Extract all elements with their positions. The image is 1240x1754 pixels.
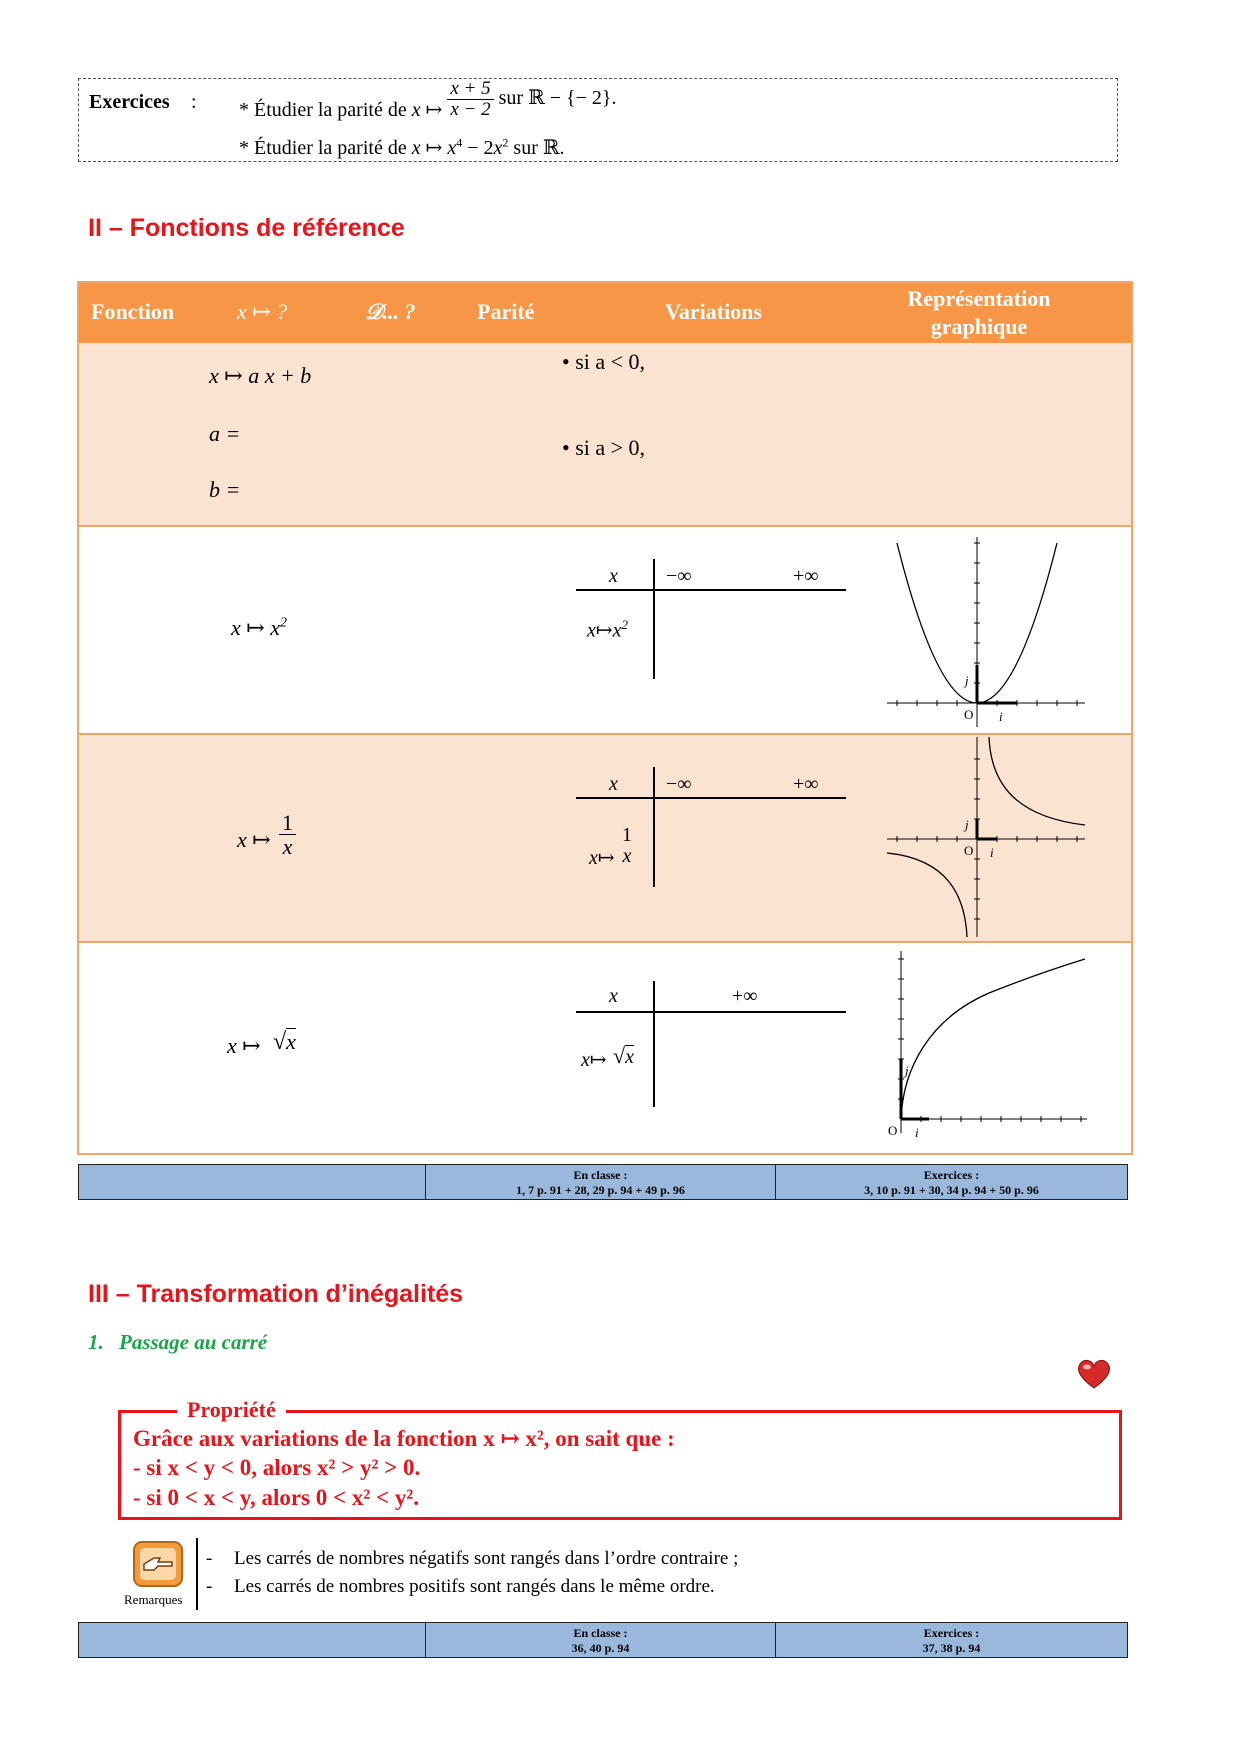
property-label: Propriété <box>177 1397 286 1423</box>
exercise-2-map: x ↦ <box>411 137 443 159</box>
sqrt-curve <box>901 959 1085 1119</box>
exercise-2-exp4: 4 <box>456 135 463 150</box>
sqrt-tv-f: x↦ <box>581 1049 607 1071</box>
sqrt-tv-hline <box>576 1011 846 1013</box>
square-tv-x: x <box>609 565 618 587</box>
exercises-box <box>78 78 1118 162</box>
remarks-label: Remarques <box>124 1592 183 1607</box>
sqrt-tv-radicand: x <box>625 1046 634 1068</box>
sqrt-tv-plus-inf: +∞ <box>732 985 758 1007</box>
j-label: j <box>965 673 969 688</box>
affine-var-neg: • si a < 0, <box>562 349 646 374</box>
square-tv-plus-inf: +∞ <box>793 565 819 587</box>
summary-1-exercices-label: Exercices : <box>923 1168 980 1182</box>
subsection-1-text: Passage au carré <box>119 1330 268 1354</box>
origin-label: O <box>964 707 974 722</box>
sqrt-radical: √x <box>273 1029 296 1055</box>
property-line-1: Grâce aux variations de la fonction x ↦ x², on sait que : <box>133 1426 675 1451</box>
hyperbola-branch-pos <box>989 737 1085 825</box>
fraction-denominator: x − 2 <box>450 98 491 120</box>
exercise-1-map: x ↦ <box>411 99 443 122</box>
j-label: j <box>905 1063 909 1078</box>
header-repr-line2: graphique <box>930 314 1028 339</box>
inverse-tv-minus-inf: −∞ <box>666 773 692 795</box>
property-line-2: - si x < y < 0, alors x² > y² > 0. <box>133 1455 421 1480</box>
summary-2-en-classe <box>425 1623 775 1657</box>
fraction-numerator: x + 5 <box>447 79 493 100</box>
header-variations: Variations <box>665 299 762 324</box>
exercise-2-minus: − 2 <box>462 137 494 159</box>
remarks-divider <box>196 1538 198 1610</box>
summary-2-exercices-label: Exercices : <box>923 1626 980 1640</box>
i-label: i <box>915 1125 919 1140</box>
header-domain: 𝒟... ? <box>365 299 416 324</box>
header-representation <box>829 285 1129 341</box>
section-2-title: II – Fonctions de référence <box>88 214 405 242</box>
reference-functions-table <box>77 281 1133 1155</box>
hyperbola-branch-neg <box>887 853 967 937</box>
inverse-tv-fraction <box>619 825 635 867</box>
inverse-map: x ↦ <box>237 827 271 852</box>
inverse-num: 1 <box>279 811 296 835</box>
header-fonction: Fonction <box>91 299 175 324</box>
sqrt-graph <box>889 949 1089 1149</box>
square-tv-minus-inf: −∞ <box>666 565 692 587</box>
remark-item-2: Les carrés de nombres positifs sont rangés dans le même ordre. <box>234 1576 715 1597</box>
inverse-graph <box>887 735 1087 939</box>
inverse-tv-den: x <box>622 845 632 867</box>
header-map: x ↦ ? <box>237 299 288 324</box>
property-line-3: - si 0 < x < y, alors 0 < x² < y². <box>133 1485 419 1510</box>
square-map-text: x ↦ x <box>231 615 280 640</box>
affine-map: x ↦ a x + b <box>209 363 312 388</box>
affine-a: a = <box>209 421 241 446</box>
exercise-1-domain: sur ℝ − {− 2}. <box>498 87 617 110</box>
sqrt-tv-x: x <box>609 985 618 1007</box>
summary-2-en-classe-label: En classe : <box>573 1626 628 1640</box>
square-tv-f <box>587 617 628 643</box>
table-header-row <box>79 283 1131 343</box>
i-label: i <box>999 709 1003 724</box>
affine-b: b = <box>209 477 241 502</box>
square-map <box>231 615 287 641</box>
square-tv-f-exp: 2 <box>621 617 629 632</box>
summary-1-exercices <box>775 1165 1127 1199</box>
header-parite: Parité <box>477 299 535 324</box>
subsection-1-title <box>88 1330 267 1355</box>
square-tv-hline <box>576 589 846 591</box>
section-3-title: III – Transformation d’inégalités <box>88 1280 464 1308</box>
sqrt-map: x ↦ <box>227 1033 261 1058</box>
square-graph <box>887 533 1087 729</box>
square-exp: 2 <box>279 615 287 631</box>
row-affine <box>79 343 1131 525</box>
summary-1-en-classe <box>425 1165 775 1199</box>
summary-1-exercices-refs: 3, 10 p. 91 + 30, 34 p. 94 + 50 p. 96 <box>864 1183 1039 1197</box>
inverse-tv-plus-inf: +∞ <box>793 773 819 795</box>
i-label: i <box>990 845 994 860</box>
remark-2-dash: - <box>206 1576 213 1597</box>
exercise-item-2 <box>239 135 565 160</box>
summary-1-en-classe-label: En classe : <box>573 1168 628 1182</box>
heart-icon <box>1076 1358 1112 1390</box>
sqrt-tv-radical: √x <box>613 1043 634 1068</box>
sqrt-tv-vline <box>653 981 655 1107</box>
subsection-1-number: 1. <box>88 1330 104 1354</box>
exercise-1-fraction <box>447 79 493 120</box>
summary-2-en-classe-refs: 36, 40 p. 94 <box>571 1641 630 1655</box>
summary-bar-2 <box>78 1622 1128 1658</box>
remark-item-1: Les carrés de nombres négatifs sont rangés dans l’ordre contraire ; <box>234 1548 739 1569</box>
origin-label: O <box>964 843 974 858</box>
square-tv-vline <box>653 559 655 679</box>
row-square <box>79 527 1131 733</box>
inverse-tv-vline <box>653 767 655 887</box>
header-repr-line1: Représentation <box>907 286 1051 311</box>
exercise-2-x2: x <box>493 137 503 159</box>
exercise-2-x: x <box>447 137 457 159</box>
summary-bar-1 <box>78 1164 1128 1200</box>
summary-2-exercices <box>775 1623 1127 1657</box>
exercise-2-text: * Étudier la parité de <box>239 137 407 159</box>
exercise-2-exp2: 2 <box>502 135 509 150</box>
inverse-fraction <box>279 811 296 858</box>
exercises-colon: : <box>191 91 197 113</box>
inverse-tv-hline <box>576 797 846 799</box>
pointing-hand-icon <box>132 1540 184 1588</box>
summary-1-en-classe-refs: 1, 7 p. 91 + 28, 29 p. 94 + 49 p. 96 <box>516 1183 685 1197</box>
exercise-1-text: * Étudier la parité de <box>239 99 407 122</box>
row-inverse <box>79 735 1131 941</box>
inverse-tv-x: x <box>609 773 618 795</box>
exercise-item-1 <box>239 79 616 120</box>
row-sqrt <box>79 943 1131 1153</box>
j-label: j <box>965 817 969 832</box>
inverse-tv-f: x↦ <box>589 847 615 869</box>
property-box <box>118 1397 1122 1520</box>
exercises-label: Exercices <box>89 91 170 113</box>
exercise-2-domain: sur ℝ. <box>508 137 565 159</box>
ticks <box>898 959 1081 1122</box>
square-tv-f-text: x↦x <box>587 619 622 642</box>
sqrt-radicand: x <box>286 1029 296 1054</box>
affine-var-pos: • si a > 0, <box>562 435 646 460</box>
inverse-den: x <box>282 834 293 860</box>
summary-2-exercices-refs: 37, 38 p. 94 <box>922 1641 981 1655</box>
origin-label: O <box>888 1123 898 1138</box>
inverse-tv-num: 1 <box>622 824 632 846</box>
remark-1-dash: - <box>206 1548 213 1569</box>
